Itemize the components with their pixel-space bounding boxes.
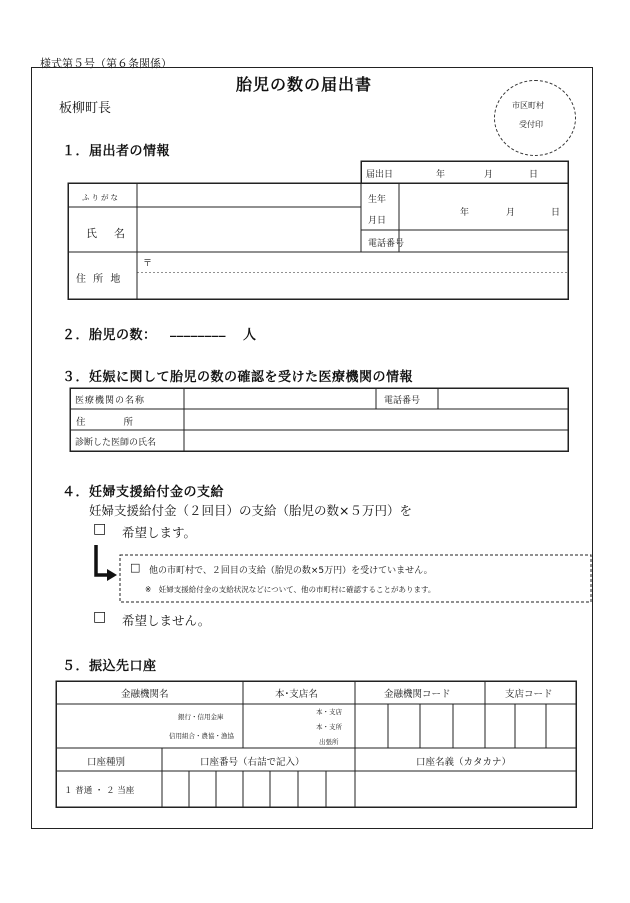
institution-address-field[interactable] xyxy=(185,410,567,429)
col-bank-code: 金融機関コード xyxy=(384,689,451,700)
section2-heading: ２．胎児の数： xyxy=(62,328,157,343)
phone-label: 電話番号 xyxy=(368,239,405,249)
account-name-label: 口座名義（カタカナ） xyxy=(416,757,512,768)
section1-heading: １．届出者の情報 xyxy=(62,144,171,159)
bank-type-2: 信用組合・農協・漁協 xyxy=(169,732,234,740)
section5-heading: ５．振込先口座 xyxy=(62,659,157,674)
branch-type-1: 本・支店 xyxy=(316,708,342,716)
col-branch-code: 支店コード xyxy=(505,689,553,700)
phone-field[interactable] xyxy=(400,231,567,251)
furigana-field[interactable] xyxy=(138,184,360,206)
account-name-field[interactable] xyxy=(356,772,575,806)
account-type-label: 口座種別 xyxy=(87,757,126,768)
birth-month: 月 xyxy=(506,208,516,218)
institution-phone-field[interactable] xyxy=(439,389,567,408)
institution-label: 医療機関の名称 xyxy=(75,396,146,406)
section4-heading: ４．妊婦支援給付金の支給 xyxy=(62,485,225,500)
section3-heading: ３．妊娠に関して胎児の数の確認を受けた医療機関の情報 xyxy=(62,370,414,385)
option1-checkbox[interactable]: □ xyxy=(93,521,107,537)
account-number-label: 口座番号（右詰で記入） xyxy=(200,757,305,768)
date-day: 日 xyxy=(529,170,539,180)
branch-type-3: 出張所 xyxy=(319,738,339,746)
page-title: 胎児の数の届出書 xyxy=(236,75,373,94)
section4-statement: 妊婦支援給付金（２回目）の支給（胎児の数×５万円）を xyxy=(89,503,412,518)
fetus-count-unit: 人 xyxy=(243,328,257,343)
birth-label-1: 生年 xyxy=(368,195,387,205)
col-bank: 金融機関名 xyxy=(121,689,169,700)
institution-phone-label: 電話番号 xyxy=(384,396,421,406)
option2-checkbox[interactable]: □ xyxy=(93,609,107,625)
sub-option-checkbox[interactable]: □ xyxy=(130,561,141,574)
institution-address-label: 住 所 xyxy=(76,417,134,428)
date-year: 年 xyxy=(436,170,446,180)
name-field[interactable] xyxy=(138,208,360,251)
address-label: 住 所 地 xyxy=(76,274,123,285)
account-number-field[interactable] xyxy=(163,772,354,806)
branch-name-field[interactable] xyxy=(244,705,314,747)
stamp-text-1: 市区町村 xyxy=(512,101,544,110)
option2-label: 希望しません。 xyxy=(122,613,211,628)
bank-name-field[interactable] xyxy=(57,705,242,747)
account-type-value[interactable]: １ 普通 ・ ２ 当座 xyxy=(64,786,135,796)
birth-year: 年 xyxy=(460,208,470,218)
furigana-label: ふりがな xyxy=(82,193,120,202)
name-label: 氏 名 xyxy=(86,227,128,240)
bank-type-1: 銀行・信用金庫 xyxy=(178,713,224,721)
date-month: 月 xyxy=(484,170,494,180)
postal-mark: 〒 xyxy=(143,259,153,269)
birthdate-field[interactable] xyxy=(400,184,567,229)
birth-day: 日 xyxy=(551,208,561,218)
address-field[interactable] xyxy=(138,253,567,298)
birth-label-2: 月日 xyxy=(368,216,387,226)
fetus-count-field[interactable]: ________ xyxy=(170,323,226,338)
stamp-text-2: 受付印 xyxy=(519,120,543,129)
sub-option-label: 他の市町村で、２回目の支給（胎児の数×5万円）を受けていません。 xyxy=(149,566,433,576)
date-label: 届出日 xyxy=(366,170,394,180)
doctor-field[interactable] xyxy=(185,431,567,450)
option1-label: 希望します。 xyxy=(122,525,197,540)
recipient: 板柳町長 xyxy=(59,101,112,116)
branch-type-2: 本・支所 xyxy=(316,723,342,731)
col-branch: 本･支店名 xyxy=(275,689,318,700)
sub-option-note: ※ 妊婦支援給付金の支給状況などについて、他の市町村に確認することがあります。 xyxy=(145,585,436,594)
bent-arrow-icon xyxy=(96,545,117,581)
doctor-label: 診断した医師の氏名 xyxy=(75,438,157,448)
institution-field[interactable] xyxy=(185,389,375,408)
form-number: 様式第５号（第６条関係） xyxy=(40,57,172,70)
